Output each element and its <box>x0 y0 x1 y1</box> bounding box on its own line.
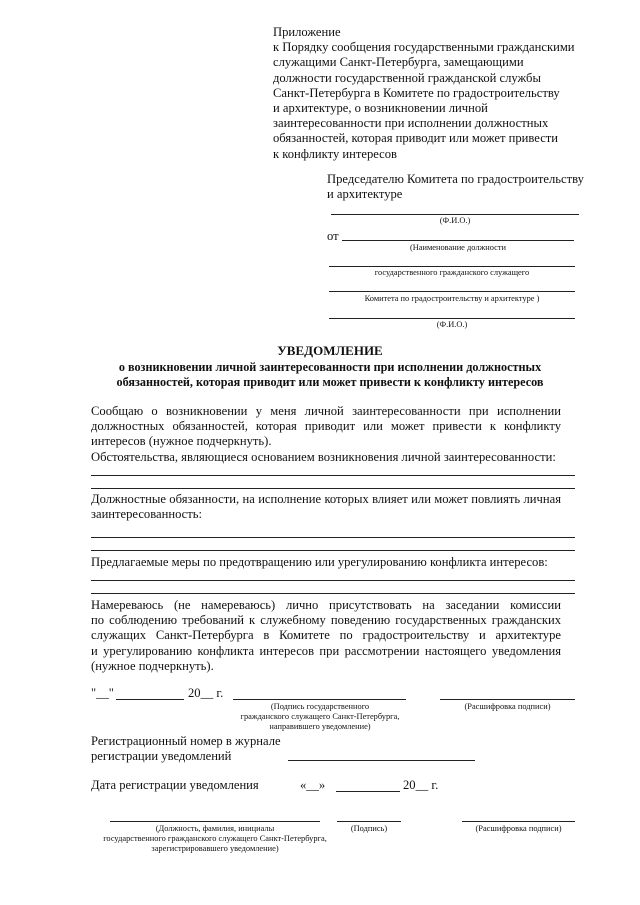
registrar-decode-field[interactable] <box>462 821 575 822</box>
sign-date <box>91 686 114 701</box>
registration-date-label: Дата регистрации уведомления <box>91 778 259 792</box>
year-prefix: 20 <box>188 686 201 700</box>
reg-date-close: » <box>318 778 326 792</box>
appendix-line: к конфликту интересов <box>273 146 397 161</box>
intent-line-5: (нужное подчеркнуть). <box>91 658 214 673</box>
duties-field-1[interactable] <box>91 537 575 538</box>
appendix-line: служащими Санкт-Петербурга, замещающими <box>273 55 524 70</box>
paragraph-intent <box>91 598 561 674</box>
appendix-block <box>273 25 603 162</box>
reg-month-field[interactable] <box>336 791 400 792</box>
appendix-line: и архитектуре, о возникновении личной <box>273 101 488 116</box>
addressee-line-1: Председателю Комитета по градостроительству <box>327 172 584 186</box>
from-label: от <box>327 229 339 243</box>
registration-label <box>91 734 281 764</box>
registrar-position-field[interactable] <box>110 821 320 822</box>
registration-date <box>300 778 325 793</box>
reg-date-day[interactable]: __ <box>306 778 319 792</box>
registrar-signature-caption: (Подпись) <box>350 824 388 833</box>
registrar-position-caption <box>80 824 350 854</box>
measures-field-2[interactable] <box>91 593 575 594</box>
year-suffix: г. <box>216 686 224 700</box>
fio2-caption: (Ф.И.О.) <box>436 320 468 329</box>
signature-caption <box>220 702 420 732</box>
year-blank[interactable]: __ <box>200 686 214 700</box>
signature-caption-l2: гражданского служащего Санкт-Петербурга, <box>240 712 400 721</box>
appendix-line: к Порядку сообщения государственными гражданскими <box>273 40 575 55</box>
notice-title: УВЕДОМЛЕНИЕ <box>277 343 383 358</box>
reg-year <box>403 778 438 793</box>
measures-label: Предлагаемые меры по предотвращению или урегулированию конфликта интересов: <box>91 555 548 569</box>
registrar-signature-field[interactable] <box>337 821 401 822</box>
date-quote-close: " <box>108 686 114 700</box>
reg-year-prefix: 20 <box>403 778 416 792</box>
duties-field-2[interactable] <box>91 550 575 551</box>
registrar-caption-l1: (Должность, фамилия, инициалы <box>155 824 275 833</box>
report-line-1: Сообщаю о возникновении у меня личной заинтересованности при исполнении <box>91 404 561 418</box>
report-line-2: должностных обязанностей, которая приводит или может привести к конфликту <box>91 419 561 434</box>
intent-line-1: Намереваюсь (не намереваюсь) лично присутствовать на заседании комиссии <box>91 598 561 612</box>
intent-line-4: и урегулированию конфликта интересов при рассмотрении настоящего уведомления <box>91 643 561 658</box>
duties-line-2: заинтересованность: <box>91 507 203 522</box>
committee-field[interactable] <box>329 291 575 292</box>
date-day-blank[interactable]: __ <box>96 686 109 700</box>
appendix-line: Санкт-Петербурга в Комитете по градостроительству <box>273 85 560 100</box>
circumstances-field-2[interactable] <box>91 488 575 489</box>
reg-date-open: « <box>300 778 307 792</box>
sign-year <box>188 686 223 701</box>
appendix-line: должности государственной гражданской службы <box>273 70 541 85</box>
circumstances-field-1[interactable] <box>91 475 575 476</box>
appendix-line: обязанностей, которая приводит или может привести <box>273 131 559 146</box>
appendix-title: Приложение <box>273 25 341 39</box>
fio2-field[interactable] <box>329 318 575 319</box>
registrar-caption-l3: зарегистрировавшего уведомление) <box>151 844 279 853</box>
registrar-decode-caption: (Расшифровка подписи) <box>475 824 562 833</box>
measures-field-1[interactable] <box>91 580 575 581</box>
notice-subtitle-2: обязанностей, которая приводит или может привести к конфликту интересов <box>116 375 544 389</box>
report-line-3: интересов (нужное подчеркнуть). <box>91 434 272 449</box>
sign-month-field[interactable] <box>116 699 184 700</box>
intent-line-3: служащих Санкт-Петербурга в Комитете по градостроительству и архитектуре <box>91 628 561 643</box>
reg-year-suffix: г. <box>431 778 439 792</box>
position-field[interactable] <box>342 240 574 241</box>
registrar-caption-l2: государственного гражданского служащего Санкт-Петербурга, <box>103 834 327 843</box>
fio-caption: (Ф.И.О.) <box>439 216 471 225</box>
signature-field[interactable] <box>233 699 406 700</box>
notice-subtitle-1: о возникновении личной заинтересованности при исполнении должностных <box>118 360 542 374</box>
servant-field[interactable] <box>329 266 575 267</box>
date-quote-open: " <box>91 686 97 700</box>
duties-line-1: Должностные обязанности, на исполнение которых влияет или может повлиять личная <box>91 492 561 506</box>
registration-line-2: регистрации уведомлений <box>91 749 232 764</box>
intent-line-2: по соблюдению требований к служебному поведению государственных гражданских <box>91 613 561 628</box>
decode-field[interactable] <box>440 699 575 700</box>
reg-year-blank[interactable]: __ <box>415 778 429 792</box>
decode-caption: (Расшифровка подписи) <box>464 702 551 711</box>
registration-number-field[interactable] <box>288 760 475 761</box>
signature-caption-l3: направившего уведомление) <box>269 722 371 731</box>
addressee-fio-field[interactable] <box>331 214 579 215</box>
appendix-line: заинтересованности при исполнении должностных <box>273 116 549 131</box>
paragraph-duties <box>91 492 561 522</box>
registration-line-1: Регистрационный номер в журнале <box>91 734 281 748</box>
position-caption: (Наименование должности <box>409 243 507 252</box>
paragraph-report <box>91 404 561 465</box>
addressee-line-2: и архитектуре <box>327 187 403 201</box>
committee-caption: Комитета по градостроительству и архитектуре ) <box>364 294 540 303</box>
servant-caption: государственного гражданского служащего <box>374 268 530 277</box>
signature-caption-l1: (Подпись государственного <box>270 702 370 711</box>
circumstances-label: Обстоятельства, являющиеся основанием возникновения личной заинтересованности: <box>91 449 556 464</box>
